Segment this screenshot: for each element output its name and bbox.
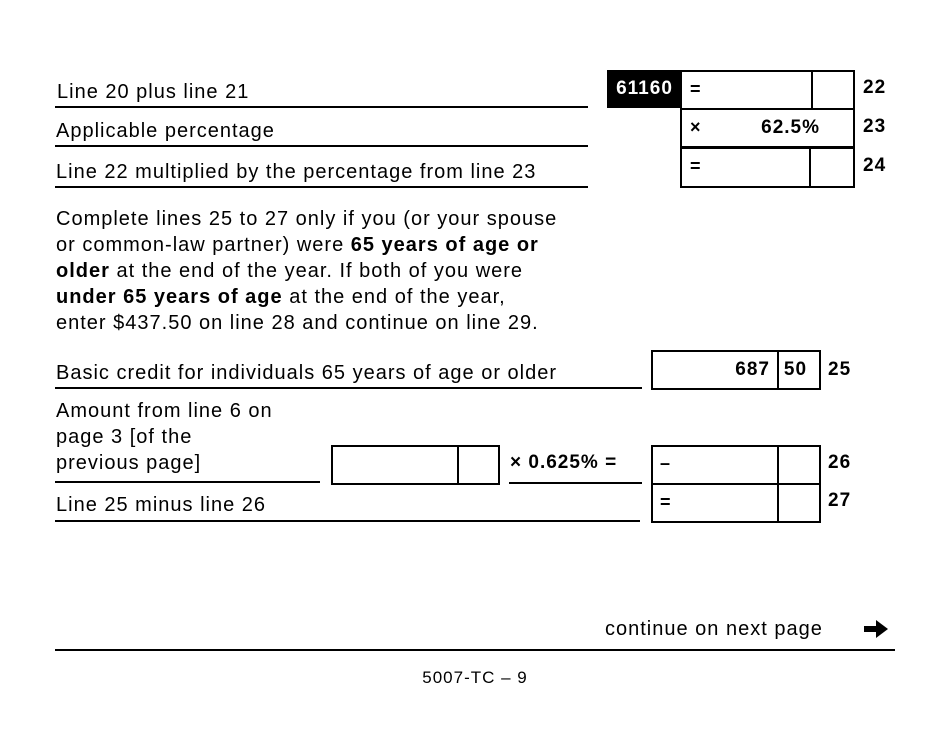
- line-24-number: 24: [863, 155, 887, 176]
- instruction-text-4: at the end of the year,: [282, 286, 506, 308]
- cents-divider: [777, 483, 779, 523]
- line-26-amount-field[interactable]: [651, 445, 821, 485]
- line-23-operator: ×: [690, 117, 701, 137]
- cents-divider: [457, 445, 459, 485]
- line-26-input-field[interactable]: [331, 445, 500, 485]
- line-24-operator: =: [690, 156, 701, 176]
- instruction-text-3: at the end of the year. If both of you were: [109, 260, 524, 282]
- continue-text: continue on next page: [605, 618, 823, 640]
- arrow-right-icon: [862, 618, 890, 640]
- line-23-underline: [55, 145, 588, 147]
- line-27-amount-field[interactable]: [651, 483, 821, 523]
- line-23-value: 62.5%: [761, 117, 820, 138]
- line-22-code: 61160: [607, 70, 682, 108]
- instruction-text-1: Complete lines 25 to 27 only if you (or your spouse: [56, 208, 558, 230]
- line-27-operator: =: [660, 492, 671, 512]
- line-26-label-2: page 3 [of the: [56, 426, 193, 448]
- instruction-text-2: or common-law partner) were: [56, 234, 351, 256]
- line-26-multiplier-underline: [509, 482, 642, 484]
- line-22-number: 22: [863, 77, 887, 98]
- line-22-operator: =: [690, 79, 701, 99]
- line-27-number: 27: [828, 490, 852, 511]
- line-24-underline: [55, 186, 588, 188]
- instruction-bold-2: older: [56, 260, 110, 282]
- line-26-multiplier: × 0.625% =: [510, 452, 618, 473]
- instruction-bold-1: 65 years of age or: [350, 234, 539, 256]
- line-24-label: Line 22 multiplied by the percentage from line 23: [56, 161, 537, 183]
- line-23-number: 23: [863, 116, 887, 137]
- line-25-label: Basic credit for individuals 65 years of age or older: [56, 362, 558, 384]
- cents-divider: [809, 147, 811, 188]
- line-26-label-3: previous page]: [56, 452, 202, 474]
- line-26-underline: [55, 481, 320, 483]
- page-label: 5007-TC – 9: [422, 668, 528, 687]
- line-25-number: 25: [828, 359, 852, 380]
- line-25-dollars: 687: [735, 359, 770, 380]
- line-22-amount-field[interactable]: [680, 70, 855, 110]
- line-23-label: Applicable percentage: [56, 120, 275, 142]
- line-25-underline: [55, 387, 642, 389]
- line-26-operator: –: [660, 453, 671, 473]
- cents-divider: [777, 445, 779, 485]
- line-26-label-1: Amount from line 6 on: [56, 400, 273, 422]
- cents-divider: [811, 70, 813, 110]
- line-27-underline: [55, 520, 640, 522]
- footer-rule: [55, 649, 895, 651]
- line-24-amount-field[interactable]: [680, 147, 855, 188]
- line-25-cents: 50: [783, 359, 808, 380]
- line-27-label: Line 25 minus line 26: [56, 494, 267, 516]
- line-22-underline: [55, 106, 588, 108]
- instruction-paragraph: [56, 206, 656, 336]
- line-26-number: 26: [828, 452, 852, 473]
- line-22-label: Line 20 plus line 21: [57, 81, 250, 103]
- instruction-bold-3: under 65 years of age: [56, 286, 283, 308]
- instruction-text-5: enter $437.50 on line 28 and continue on line 29.: [56, 312, 539, 334]
